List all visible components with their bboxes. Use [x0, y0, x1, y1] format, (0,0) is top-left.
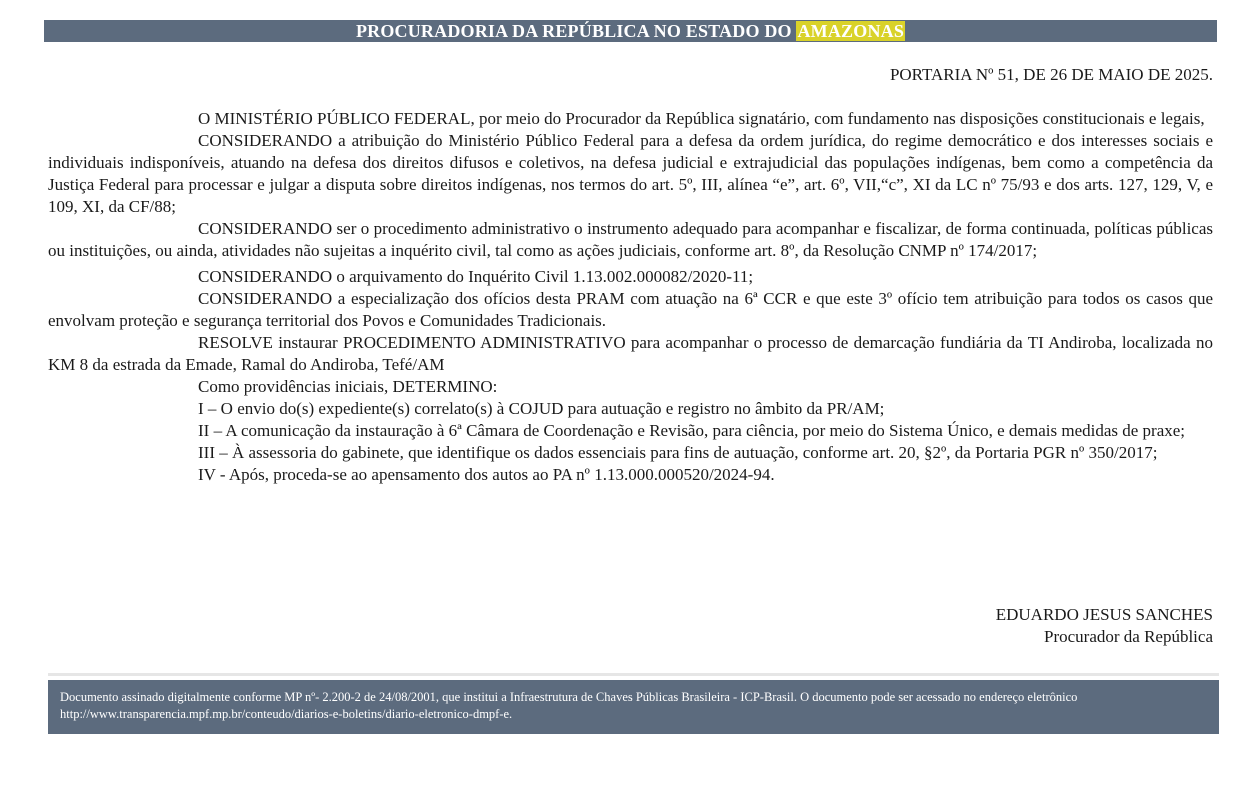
portaria-title: PORTARIA Nº 51, DE 26 DE MAIO DE 2025.	[889, 65, 1213, 84]
signature-name: EDUARDO JESUS SANCHES	[995, 605, 1213, 624]
header-bar	[44, 20, 1217, 42]
paragraph-item-iii: III – À assessoria do gabinete, que identifique os dados essenciais para fins de autuação, conforme art. 20, §2º, da Portaria PGR nº 350/2017;	[198, 443, 1158, 462]
paragraph-item-i: I – O envio do(s) expediente(s) correlato(s) à COJUD para autuação e registro no âmbito da PR/AM;	[198, 399, 885, 418]
footer-notice	[48, 680, 1219, 734]
signature-block	[996, 604, 1213, 648]
header-title-highlight: AMAZONAS	[797, 21, 905, 41]
paragraph-preamble: O MINISTÉRIO PÚBLICO FEDERAL, por meio do Procurador da República signatário, com fundamento nas disposições constitucionais e legais,	[198, 109, 1205, 128]
footer-divider	[48, 673, 1219, 676]
paragraph-considerando-2: CONSIDERANDO ser o procedimento administrativo o instrumento adequado para acompanhar e fiscalizar, de forma continuada, políticas públicas ou instituições, ou ainda, atividades não sujeitas a inquérito civil, tal como as ações judiciais, conforme art. 8º, da Resolução CNMP nº 174/2017;	[48, 219, 1213, 260]
paragraph-resolve: RESOLVE instaurar PROCEDIMENTO ADMINISTRATIVO para acompanhar o processo de demarcação fundiária da TI Andiroba, localizada no KM 8 da estrada da Emade, Ramal do Andiroba, Tefé/AM	[48, 333, 1213, 374]
header-title: PROCURADORIA DA REPÚBLICA NO ESTADO DO	[355, 21, 797, 41]
paragraph-considerando-3: CONSIDERANDO o arquivamento do Inquérito Civil 1.13.002.000082/2020-11;	[198, 267, 754, 286]
paragraph-determino: Como providências iniciais, DETERMINO:	[198, 377, 498, 396]
paragraph-considerando-1: CONSIDERANDO a atribuição do Ministério Público Federal para a defesa da ordem jurídica, do regime democrático e dos interesses sociais e individuais indisponíveis, atuando na defesa dos direitos difusos e coletivos, na defesa judicial e extrajudicial das populações indígenas, bem como a competência da Justiça Federal para processar e julgar a disputa sobre direitos indígenas, nos termos do art. 5º, III, alínea “e”, art. 6º, VII,“c”, XI da LC nº 75/93 e dos arts. 127, 129, V, e 109, XI, da CF/88;	[48, 131, 1213, 216]
paragraph-item-ii: II – A comunicação da instauração à 6ª Câmara de Coordenação e Revisão, para ciência, por meio do Sistema Único, e demais medidas de praxe;	[198, 421, 1186, 440]
footer-text: Documento assinado digitalmente conforme MP nº- 2.200-2 de 24/08/2001, que institui a Infraestrutura de Chaves Públicas Brasileira - ICP-Brasil. O documento pode ser acessado no endereço eletrônico http://www.transparencia.mpf.mp.br/conteudo/diarios-e-boletins/diario-eletronico-dmpf-e.	[60, 690, 1078, 721]
paragraph-item-iv: IV - Após, proceda-se ao apensamento dos autos ao PA nº 1.13.000.000520/2024-94.	[198, 465, 775, 484]
document-body	[48, 108, 1213, 486]
signature-role: Procurador da República	[1044, 627, 1213, 646]
paragraph-considerando-4: CONSIDERANDO a especialização dos ofícios desta PRAM com atuação na 6ª CCR e que este 3º ofício tem atribuição para todos os casos que envolvam proteção e segurança territorial dos Povos e Comunidades Tradicionais.	[48, 289, 1213, 330]
